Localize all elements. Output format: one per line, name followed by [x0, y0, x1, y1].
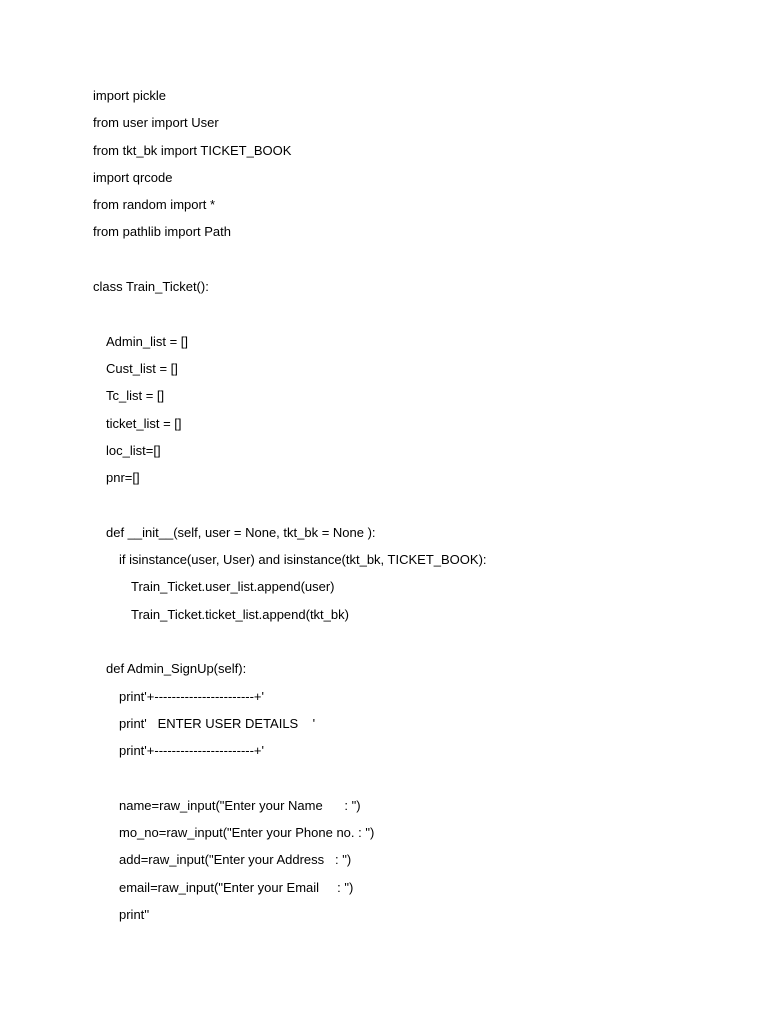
- code-line: import pickle: [93, 88, 166, 103]
- code-line: pnr=[]: [106, 470, 140, 486]
- code-line: name=raw_input("Enter your Name : "): [119, 797, 361, 813]
- blank-line: [93, 632, 753, 659]
- code-line: Tc_list = []: [106, 388, 165, 404]
- code-line: from user import User: [93, 115, 219, 131]
- blank-line: [93, 495, 753, 522]
- blank-line: [93, 304, 753, 331]
- code-line: print'': [119, 906, 150, 922]
- code-line: class Train_Ticket():: [93, 279, 209, 295]
- blank-line: [93, 250, 753, 277]
- code-line: def Admin_SignUp(self):: [106, 661, 247, 677]
- code-line: Train_Ticket.user_list.append(user): [131, 579, 335, 595]
- code-line: print' ENTER USER DETAILS ': [119, 715, 316, 731]
- code-block: [93, 86, 753, 932]
- code-line: import qrcode: [93, 169, 173, 185]
- code-line: from random import *: [93, 197, 216, 213]
- code-line: add=raw_input("Enter your Address : "): [119, 852, 352, 868]
- code-line: Train_Ticket.ticket_list.append(tkt_bk): [131, 606, 349, 622]
- code-line: from pathlib import Path: [93, 224, 232, 240]
- code-line: print'+-----------------------+': [119, 743, 265, 759]
- code-line: from tkt_bk import TICKET_BOOK: [93, 142, 292, 158]
- code-line: mo_no=raw_input("Enter your Phone no. : "): [119, 825, 375, 841]
- code-line: print'+-----------------------+': [119, 688, 265, 704]
- code-line: def __init__(self, user = None, tkt_bk = None ):: [106, 524, 376, 540]
- code-line: if isinstance(user, User) and isinstance(tkt_bk, TICKET_BOOK):: [119, 552, 487, 568]
- code-line: email=raw_input("Enter your Email : "): [119, 879, 354, 895]
- code-line: Cust_list = []: [106, 360, 178, 376]
- code-line: loc_list=[]: [106, 442, 161, 458]
- code-line: Admin_list = []: [106, 333, 189, 349]
- code-line: ticket_list = []: [106, 415, 182, 431]
- blank-line: [93, 768, 753, 795]
